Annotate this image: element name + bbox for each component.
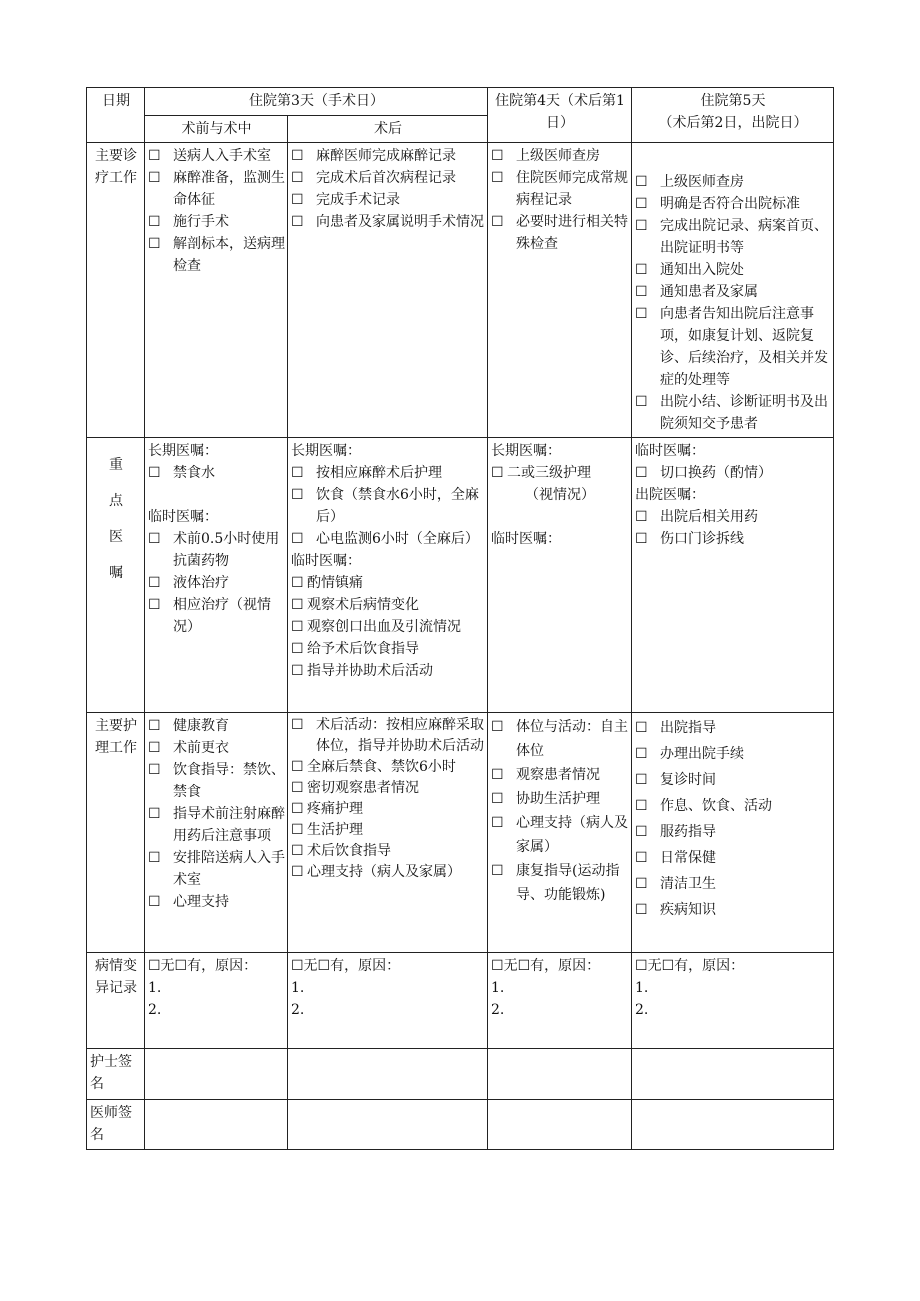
- day3-pre-header: 术前与术中: [145, 116, 288, 143]
- checklist-item[interactable]: ☐ 明确是否符合出院标准: [635, 193, 831, 215]
- checkbox-icon[interactable]: ☐: [635, 746, 648, 762]
- checkbox-icon[interactable]: ☐: [635, 218, 648, 234]
- checklist-item[interactable]: ☐ 解剖标本，送病理检查: [148, 233, 285, 277]
- main-work-row: [87, 143, 834, 438]
- checklist-item[interactable]: ☐ 指导并协助术后活动: [291, 660, 485, 682]
- checklist-item[interactable]: ☐ 心理支持（病人及家属）: [291, 862, 485, 883]
- variance-day4[interactable]: [488, 953, 632, 1049]
- checkbox-icon[interactable]: ☐: [635, 850, 648, 866]
- checklist-item[interactable]: ☐ 送病人入手术室: [148, 145, 285, 167]
- checkbox-icon[interactable]: ☐: [291, 575, 304, 591]
- checklist-item[interactable]: ☐ 办理出院手续: [635, 741, 831, 767]
- checklist-item[interactable]: ☐ 出院指导: [635, 715, 831, 741]
- checklist-item[interactable]: ☐ 通知出入院处: [635, 259, 831, 281]
- checklist-item[interactable]: ☐ 清洁卫生: [635, 871, 831, 897]
- main-work-label: 主要诊疗工作: [87, 143, 145, 438]
- checklist-item[interactable]: ☐ 疼痛护理: [291, 799, 485, 820]
- orders-row: [87, 438, 834, 713]
- checklist-item[interactable]: ☐ 二或三级护理: [491, 462, 629, 484]
- day5-header-line1: 住院第5天: [700, 93, 766, 109]
- checkbox-icon[interactable]: ☐: [291, 619, 304, 635]
- variance-line-2[interactable]: 2.: [635, 1002, 649, 1018]
- checklist-item[interactable]: ☐ 按相应麻醉术后护理: [291, 462, 485, 484]
- checkbox-icon[interactable]: ☐: [635, 284, 648, 300]
- checkbox-icon[interactable]: ☐: [491, 214, 504, 230]
- checklist-item[interactable]: ☐ 密切观察患者情况: [291, 778, 485, 799]
- temporary-orders-label: 临时医嘱：: [148, 509, 218, 525]
- variance-options[interactable]: ☐无☐有，原因：: [148, 958, 258, 974]
- variance-options[interactable]: ☐无☐有，原因：: [491, 958, 601, 974]
- checkbox-icon[interactable]: ☐: [635, 798, 648, 814]
- checkbox-icon[interactable]: ☐: [291, 597, 304, 613]
- checkbox-icon[interactable]: ☐: [635, 509, 648, 525]
- variance-label: 病情变异记录: [87, 953, 145, 1049]
- checklist-item[interactable]: ☐ 健康教育: [148, 715, 285, 737]
- doctor-sign-day3-post[interactable]: [288, 1100, 488, 1150]
- variance-line-1[interactable]: 1.: [148, 980, 162, 996]
- variance-options[interactable]: ☐无☐有，原因：: [635, 958, 745, 974]
- checkbox-icon[interactable]: ☐: [635, 772, 648, 788]
- checklist-item[interactable]: ☐ 术前0.5小时使用抗菌药物: [148, 528, 285, 572]
- orders-day3-pre: [145, 438, 288, 713]
- header-row-top: [87, 88, 834, 116]
- checkbox-icon[interactable]: ☐: [291, 192, 304, 208]
- main-work-day3-pre: [145, 143, 288, 438]
- checklist-item[interactable]: ☐ 液体治疗: [148, 572, 285, 594]
- checklist-item[interactable]: ☐ 禁食水: [148, 462, 285, 484]
- nursing-day3-pre: [145, 713, 288, 953]
- checkbox-icon[interactable]: ☐: [148, 762, 161, 778]
- long-term-orders-label: 长期医嘱：: [291, 443, 361, 459]
- temporary-orders-label: 临时医嘱：: [291, 553, 361, 569]
- nurse-sign-day3-post[interactable]: [288, 1049, 488, 1100]
- checklist-item[interactable]: ☐ 作息、饮食、活动: [635, 793, 831, 819]
- nursing-day4: [488, 713, 632, 953]
- checklist-item[interactable]: ☐ 必要时进行相关特殊检查: [491, 211, 629, 255]
- checkbox-icon[interactable]: ☐: [148, 531, 161, 547]
- checklist-item[interactable]: ☐ 完成术后首次病程记录: [291, 167, 485, 189]
- checklist-item[interactable]: ☐ 心理支持（病人及家属）: [491, 811, 629, 859]
- checklist-item[interactable]: ☐ 观察创口出血及引流情况: [291, 616, 485, 638]
- checkbox-icon[interactable]: ☐: [291, 717, 304, 733]
- checkbox-icon[interactable]: ☐: [491, 815, 504, 831]
- checkbox-icon[interactable]: ☐: [635, 902, 648, 918]
- date-header: 日期: [87, 88, 145, 143]
- checkbox-icon[interactable]: ☐: [635, 720, 648, 736]
- checklist-item[interactable]: ☐ 酌情镇痛: [291, 572, 485, 594]
- long-term-orders-label: 长期医嘱：: [491, 443, 562, 459]
- checkbox-icon[interactable]: ☐: [291, 864, 304, 880]
- checklist-item[interactable]: ☐ 协助生活护理: [491, 787, 629, 811]
- checkbox-icon[interactable]: ☐: [291, 487, 304, 503]
- checkbox-icon[interactable]: ☐: [291, 663, 304, 679]
- checklist-item[interactable]: ☐ 全麻后禁食、禁饮6小时: [291, 757, 485, 778]
- checkbox-icon[interactable]: ☐: [491, 767, 504, 783]
- checkbox-icon[interactable]: ☐: [291, 531, 304, 547]
- temporary-orders-label: 临时医嘱：: [491, 531, 562, 547]
- checklist-item[interactable]: ☐ 心电监测6小时（全麻后）: [291, 528, 485, 550]
- checklist-item[interactable]: ☐ 术前更衣: [148, 737, 285, 759]
- checkbox-icon[interactable]: ☐: [148, 850, 161, 866]
- orders-day4: [488, 438, 632, 713]
- checkbox-icon[interactable]: ☐: [635, 876, 648, 892]
- order-note: （视情况）: [525, 487, 596, 503]
- nurse-sign-day5[interactable]: [632, 1049, 834, 1100]
- checkbox-icon[interactable]: ☐: [148, 170, 161, 186]
- main-work-day4: [488, 143, 632, 438]
- day3-post-header: 术后: [288, 116, 488, 143]
- variance-line-2[interactable]: 2.: [291, 1002, 305, 1018]
- checkbox-icon[interactable]: ☐: [148, 465, 161, 481]
- checklist-item[interactable]: ☐ 给予术后饮食指导: [291, 638, 485, 660]
- checklist-item[interactable]: ☐ 完成手术记录: [291, 189, 485, 211]
- checkbox-icon[interactable]: ☐: [148, 148, 161, 164]
- checklist-item[interactable]: ☐ 相应治疗（视情况）: [148, 594, 285, 638]
- variance-line-2[interactable]: 2.: [148, 1002, 162, 1018]
- checkbox-icon[interactable]: ☐: [148, 597, 161, 613]
- doctor-sign-label: 医师签名: [87, 1100, 145, 1150]
- day5-header: [632, 88, 834, 143]
- checklist-item[interactable]: ☐ 伤口门诊拆线: [635, 528, 831, 550]
- checkbox-icon[interactable]: ☐: [291, 822, 304, 838]
- checklist-item[interactable]: ☐ 疾病知识: [635, 897, 831, 923]
- checkbox-icon[interactable]: ☐: [635, 196, 648, 212]
- checkbox-icon[interactable]: ☐: [635, 262, 648, 278]
- checklist-item[interactable]: ☐ 日常保健: [635, 845, 831, 871]
- checklist-item[interactable]: ☐ 饮食指导：禁饮、禁食: [148, 759, 285, 803]
- checklist-item[interactable]: ☐ 麻醉准备，监测生命体征: [148, 167, 285, 211]
- checkbox-icon[interactable]: ☐: [635, 465, 648, 481]
- doctor-sign-day4[interactable]: [488, 1100, 632, 1150]
- checkbox-icon[interactable]: ☐: [291, 843, 304, 859]
- nursing-day3-post: [288, 713, 488, 953]
- checkbox-icon[interactable]: ☐: [635, 306, 648, 322]
- long-term-orders-label: 长期医嘱：: [148, 443, 218, 459]
- checkbox-icon[interactable]: ☐: [148, 718, 161, 734]
- nurse-sign-day3-pre[interactable]: [145, 1049, 288, 1100]
- checkbox-icon[interactable]: ☐: [635, 824, 648, 840]
- checklist-item[interactable]: ☐ 心理支持: [148, 891, 285, 913]
- checkbox-icon[interactable]: ☐: [291, 759, 304, 775]
- checklist-item[interactable]: ☐ 麻醉医师完成麻醉记录: [291, 145, 485, 167]
- day5-header-line2: （术后第2日，出院日）: [658, 115, 808, 131]
- day3-header: 住院第3天（手术日）: [145, 88, 488, 116]
- checklist-item[interactable]: ☐ 复诊时间: [635, 767, 831, 793]
- checkbox-icon[interactable]: ☐: [148, 894, 161, 910]
- checklist-item[interactable]: ☐ 出院小结、诊断证明书及出院须知交予患者: [635, 391, 831, 435]
- checklist-item[interactable]: ☐ 完成出院记录、病案首页、出院证明书等: [635, 215, 831, 259]
- nursing-row: [87, 713, 834, 953]
- checkbox-icon[interactable]: ☐: [148, 806, 161, 822]
- checkbox-icon[interactable]: ☐: [635, 394, 648, 410]
- checklist-item[interactable]: ☐ 向患者告知出院后注意事项，如康复计划、返院复诊、后续治疗，及相关并发症的处理等: [635, 303, 831, 391]
- checklist-item[interactable]: ☐ 观察患者情况: [491, 763, 629, 787]
- checkbox-icon[interactable]: ☐: [491, 170, 504, 186]
- nursing-label: 主要护理工作: [87, 713, 145, 953]
- clinical-pathway-table: [86, 87, 834, 1150]
- checkbox-icon[interactable]: ☐: [148, 740, 161, 756]
- variance-options[interactable]: ☐无☐有，原因：: [291, 958, 401, 974]
- checklist-item[interactable]: ☐ 康复指导(运动指导、功能锻炼): [491, 859, 629, 907]
- orders-day3-post: [288, 438, 488, 713]
- variance-day5[interactable]: [632, 953, 834, 1049]
- checklist-item[interactable]: ☐ 术后活动：按相应麻醉采取体位，指导并协助术后活动: [291, 717, 484, 754]
- checkbox-icon[interactable]: ☐: [148, 214, 161, 230]
- variance-day3-post[interactable]: [288, 953, 488, 1049]
- checkbox-icon[interactable]: ☐: [148, 575, 161, 591]
- checkbox-icon[interactable]: ☐: [291, 214, 304, 230]
- checkbox-icon[interactable]: ☐: [291, 170, 304, 186]
- main-work-day5: [632, 143, 834, 438]
- checklist-item[interactable]: ☐ 指导术前注射麻醉用药后注意事项: [148, 803, 285, 847]
- checkbox-icon[interactable]: ☐: [291, 801, 304, 817]
- checklist-item[interactable]: ☐ 安排陪送病人入手术室: [148, 847, 285, 891]
- variance-line-1[interactable]: 1.: [491, 980, 505, 996]
- main-work-day3-post: [288, 143, 488, 438]
- checklist-item[interactable]: ☐ 向患者及家属说明手术情况: [291, 211, 485, 233]
- checklist-item[interactable]: ☐ 体位与活动：自主体位: [491, 715, 629, 763]
- checkbox-icon[interactable]: ☐: [291, 148, 304, 164]
- checkbox-icon[interactable]: ☐: [291, 465, 304, 481]
- variance-line-2[interactable]: 2.: [491, 1002, 505, 1018]
- nurse-sign-label: 护士签名: [87, 1049, 145, 1100]
- checkbox-icon[interactable]: ☐: [291, 641, 304, 657]
- temporary-orders-label: 临时医嘱：: [635, 443, 706, 459]
- variance-row: [87, 953, 834, 1049]
- nursing-day5: [632, 713, 834, 953]
- checklist-item[interactable]: ☐ 出院后相关用药: [635, 506, 831, 528]
- orders-label: 重 点 医 嘱: [87, 438, 145, 713]
- checklist-item[interactable]: ☐ 术后饮食指导: [291, 841, 485, 862]
- variance-day3-pre[interactable]: [145, 953, 288, 1049]
- checkbox-icon[interactable]: ☐: [635, 174, 648, 190]
- checklist-item[interactable]: ☐ 住院医师完成常规病程记录: [491, 167, 629, 211]
- checklist-item[interactable]: ☐ 饮食（禁食水6小时，全麻后）: [291, 484, 485, 528]
- variance-line-1[interactable]: 1.: [635, 980, 649, 996]
- checkbox-icon[interactable]: ☐: [491, 148, 504, 164]
- checklist-item[interactable]: ☐ 生活护理: [291, 820, 485, 841]
- checkbox-icon[interactable]: ☐: [491, 465, 504, 481]
- doctor-sign-day5[interactable]: [632, 1100, 834, 1150]
- checkbox-icon[interactable]: ☐: [291, 780, 304, 796]
- nurse-sign-row: [87, 1049, 834, 1100]
- day4-header: 住院第4天（术后第1日）: [488, 88, 632, 143]
- checklist-item[interactable]: ☐ 切口换药（酌情）: [635, 462, 831, 484]
- variance-line-1[interactable]: 1.: [291, 980, 305, 996]
- checkbox-icon[interactable]: ☐: [491, 863, 504, 879]
- checklist-item[interactable]: ☐ 上级医师查房: [491, 145, 629, 167]
- checklist-item[interactable]: ☐ 服药指导: [635, 819, 831, 845]
- checkbox-icon[interactable]: ☐: [148, 236, 161, 252]
- checklist-item[interactable]: ☐ 观察术后病情变化: [291, 594, 485, 616]
- doctor-sign-day3-pre[interactable]: [145, 1100, 288, 1150]
- checkbox-icon[interactable]: ☐: [491, 719, 504, 735]
- checklist-item[interactable]: ☐ 上级医师查房: [635, 171, 831, 193]
- discharge-orders-label: 出院医嘱：: [635, 487, 706, 503]
- checkbox-icon[interactable]: ☐: [491, 791, 504, 807]
- orders-day5: [632, 438, 834, 713]
- nurse-sign-day4[interactable]: [488, 1049, 632, 1100]
- checkbox-icon[interactable]: ☐: [635, 531, 648, 547]
- checklist-item[interactable]: ☐ 通知患者及家属: [635, 281, 831, 303]
- doctor-sign-row: [87, 1100, 834, 1150]
- checklist-item[interactable]: ☐ 施行手术: [148, 211, 285, 233]
